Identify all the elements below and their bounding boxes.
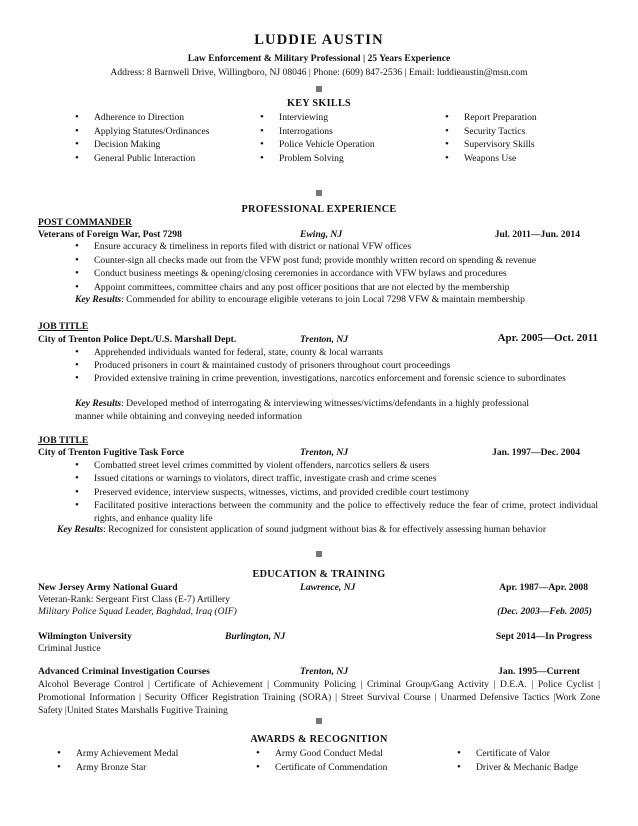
job-bullet: • Facilitated positive interactions between the community and the police to effectively reduce the fear of crime, protect individual rights, and enhance quality life xyxy=(94,499,598,525)
edu-org: Advanced Criminal Investigation Courses xyxy=(38,666,210,677)
award-item: • Driver & Mechanic Badge xyxy=(476,761,578,774)
skill-item: • Security Tactics xyxy=(464,125,525,138)
job-location: Trenton, NJ xyxy=(300,334,349,345)
award-item: • Army Good Conduct Medal xyxy=(275,747,383,760)
key-skills-title: KEY SKILLS xyxy=(286,98,352,109)
job-org: City of Trenton Police Dept./U.S. Marshall Dept. xyxy=(38,334,237,345)
edu-detail: Veteran-Rank: Sergeant First Class (E-7) Artillery xyxy=(38,594,230,605)
course-list: Alcohol Beverage Control | Certificate of Achievement | Community Policing | Criminal Group/Gang Activity | D.E.A. | Police Cyclist | Promotional Information | Security Officer Registration Training (SORA) | Street Survival Course | Unarmed Defensive Tactics |Work Zone Safety |United States Marshalls Fugitive Training xyxy=(38,679,600,717)
education-title: EDUCATION & TRAINING xyxy=(252,569,386,580)
award-item: • Army Achievement Medal xyxy=(76,747,178,760)
skill-item: • Decision Making xyxy=(94,138,160,151)
edu-dates: (Dec. 2003—Feb. 2005) xyxy=(497,606,592,617)
skill-item: • Report Preparation xyxy=(464,111,537,124)
job-location: Trenton, NJ xyxy=(300,447,349,458)
job-title: POST COMMANDER xyxy=(38,217,132,228)
job-dates: Jan. 1997—Dec. 2004 xyxy=(492,447,580,458)
key-results: Key Results: Developed method of interrogating & interviewing witnesses/victims/defendants in a highly professional manner while obtaining and conveying needed information xyxy=(75,398,530,423)
job-bullet: • Combatted street level crimes committed by violent offenders, narcotics sellers & users xyxy=(94,459,430,472)
edu-location: Trenton, NJ xyxy=(300,666,349,677)
job-dates: Jul. 2011—Jun. 2014 xyxy=(494,229,580,240)
job-location: Ewing, NJ xyxy=(300,229,343,240)
edu-location: Lawrence, NJ xyxy=(300,582,356,593)
job-bullet: • Appoint committees, committee chairs and any post officer positions that are not elected by the membership xyxy=(94,281,509,294)
contact-line: Address: 8 Barnwell Drive, Willingboro, NJ 08046 | Phone: (609) 847-2536 | Email: luddieaustin@msn.com xyxy=(110,67,528,78)
skill-item: • Applying Statutes/Ordinances xyxy=(94,125,209,138)
job-bullet: • Issued citations or warnings to violators, direct traffic, investigate crash and crime scenes xyxy=(94,472,436,485)
job-bullet: • Conduct business meetings & opening/closing ceremonies in accordance with VFW bylaws and procedures xyxy=(94,267,507,280)
section-divider-icon xyxy=(316,86,322,92)
resume-name: LUDDIE AUSTIN xyxy=(254,32,384,48)
job-title: JOB TITLE xyxy=(38,321,89,332)
award-item: • Certificate of Valor xyxy=(476,747,550,760)
job-dates: Apr. 2005—Oct. 2011 xyxy=(497,332,598,344)
skill-item: • Supervisory Skills xyxy=(464,138,535,151)
job-bullet: • Provided extensive training in crime prevention, investigations, narcotics enforcement and forensic science to subordinates xyxy=(94,372,598,385)
job-bullet: • Ensure accuracy & timeliness in reports filed with district or national VFW offices xyxy=(94,240,411,253)
resume-tagline: Law Enforcement & Military Professional | 25 Years Experience xyxy=(187,53,451,64)
section-divider-icon xyxy=(316,551,322,557)
job-bullet: • Preserved evidence, interview suspects, witnesses, victims, and provided credible court testimony xyxy=(94,486,469,499)
job-bullet: • Produced prisoners in court & maintained custody of prisoners throughout court proceedings xyxy=(94,359,450,372)
section-divider-icon xyxy=(316,190,322,196)
awards-title: AWARDS & RECOGNITION xyxy=(250,734,388,745)
experience-title: PROFESSIONAL EXPERIENCE xyxy=(241,204,397,215)
edu-detail: Military Police Squad Leader, Baghdad, Iraq (OIF) xyxy=(38,606,237,617)
edu-dates: Jan. 1995—Current xyxy=(498,666,580,677)
edu-org: New Jersey Army National Guard xyxy=(38,582,178,593)
skill-item: • Adherence to Direction xyxy=(94,111,184,124)
edu-org: Wilmington University xyxy=(38,631,132,642)
job-bullet: • Counter-sign all checks made out from the VFW post fund; provide monthly written record on spending & revenue xyxy=(94,254,536,267)
award-item: • Army Bronze Star xyxy=(76,761,146,774)
skill-item: • Interrogations xyxy=(279,125,333,138)
edu-dates: Apr. 1987—Apr. 2008 xyxy=(499,582,588,593)
key-results: Key Results: Recognized for consistent application of sound judgment without bias & for effectively assessing human behavior xyxy=(57,524,547,535)
edu-dates: Sept 2014—In Progress xyxy=(495,631,592,642)
edu-location: Burlington, NJ xyxy=(225,631,286,642)
skill-item: • Police Vehicle Operation xyxy=(279,138,375,151)
section-divider-icon xyxy=(316,718,322,724)
job-org: Veterans of Foreign War, Post 7298 xyxy=(38,229,182,240)
job-org: City of Trenton Fugitive Task Force xyxy=(38,447,185,458)
skill-item: • Interviewing xyxy=(279,111,328,124)
job-bullet: • Apprehended individuals wanted for federal, state, county & local warrants xyxy=(94,346,383,359)
skill-item: • Weapons Use xyxy=(464,152,516,165)
skill-item: • Problem Solving xyxy=(279,152,344,165)
award-item: • Certificate of Commendation xyxy=(275,761,387,774)
edu-detail: Criminal Justice xyxy=(38,643,101,654)
key-results: Key Results: Commended for ability to encourage eligible veterans to join Local 7298 VFW & maintain membership xyxy=(75,294,525,305)
skill-item: • General Public Interaction xyxy=(94,152,195,165)
job-title: JOB TITLE xyxy=(38,435,89,446)
